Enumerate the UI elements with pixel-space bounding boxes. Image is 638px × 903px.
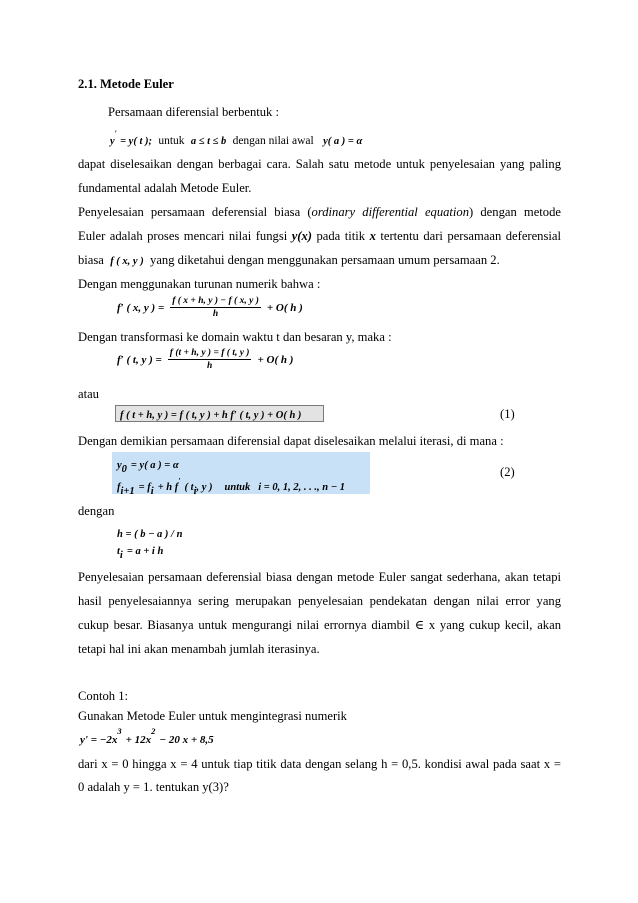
def-t: $t_i = a + i$ h <box>117 546 164 562</box>
section-title: Metode Euler <box>100 77 174 91</box>
eq-deriv-t-lhs: f′ ( t, y ) = <box>117 354 162 367</box>
para3-line3: cukup besar. Biasanya untuk mengurangi nilai errornya diambil ∈ x yang cukup kecil, akan <box>78 618 561 632</box>
eq-deriv-x-fraction <box>170 296 261 319</box>
eq-deriv-x-numerator: f ( x + h, y ) − f ( x, y ) <box>172 296 259 306</box>
ode-initial: y( a ) = α <box>323 136 363 147</box>
para3-line4: tetapi hal ini akan menambah jumlah iterasinya. <box>78 642 320 656</box>
equation-2-box <box>112 452 370 498</box>
eq-deriv-x-tail: + O( h ) <box>266 302 303 315</box>
example-line2: 0 adalah y = 1. tentukan y(3)? <box>78 780 229 794</box>
para2-yx: y(x) <box>291 229 312 243</box>
transform-text: Dengan transformasi ke domain waktu t dan besaran y, maka : <box>78 330 392 344</box>
para2-italic-term: ordinary differential equation <box>311 205 470 219</box>
equation-1: f ( t + h, y ) = f ( t, y ) + h f′ ( t, y ) + O( h ) <box>120 410 302 421</box>
para2-line3: biasa f ( x, y ) yang diketahui dengan menggunakan persamaan umum persamaan 2. <box>78 253 500 267</box>
equation-2-number: (2) <box>500 465 515 479</box>
eq-deriv-t-fraction <box>168 348 252 371</box>
equation-2-range: i = 0, 1, 2, . . ., n − 1 <box>258 482 345 493</box>
with-text: dengan <box>78 504 115 518</box>
para3-line1: Penyelesaian persamaan deferensial biasa dengan metode Euler sangat sederhana, akan tetapi <box>78 570 561 584</box>
para3-line2: hasil penyelesaiannya sering merupakan penyelesaian pendekatan dengan nilai error yang <box>78 594 561 608</box>
equation-1-number: (1) <box>500 407 515 421</box>
section-heading <box>78 75 561 93</box>
intro-text: Persamaan diferensial berbentuk : <box>108 105 279 119</box>
ode-line <box>110 128 593 151</box>
eq-deriv-x-denominator: h <box>212 309 219 319</box>
eq-deriv-t-numerator: f (t + h, y ) = f ( t, y ) <box>169 348 250 358</box>
para2-x: x <box>369 229 376 243</box>
para1-line2: fundamental adalah Metode Euler. <box>78 181 252 195</box>
example-equation: $y' = -2x^3 + 12x^2 - 20$ x + 8,5 <box>80 725 214 746</box>
example-line1: dari x = 0 hingga x = 4 untuk tiap titik data dengan selang h = 0,5. kondisi awal pada saat x = <box>78 757 561 771</box>
para1-line1: dapat diselesaikan dengan berbagai cara. Salah satu metode untuk penyelesaian yang paling <box>78 157 561 171</box>
eq-deriv-t <box>117 348 293 371</box>
equation-2-line2: $f_{i+1} = f_i + h$ f′ ( $t_i$, y ) untuk i = 0, 1, 2, . . ., n − 1 <box>117 476 345 498</box>
ode-lhs: y <box>110 136 115 147</box>
equation-2-for: untuk <box>224 482 251 493</box>
equation-1-box <box>115 405 324 422</box>
equation-2-line1: $y_0 = y$( a ) = α <box>117 460 179 476</box>
ode-initial-word: dengan nilai awal <box>232 135 314 147</box>
section-number: 2.1. <box>78 77 97 91</box>
eq-deriv-t-denominator: h <box>206 361 213 371</box>
para2-line4: Dengan menggunakan turunan numerik bahwa : <box>78 277 321 291</box>
para2-fxy: f ( x, y ) <box>110 256 144 267</box>
iteration-text: Dengan demikian persamaan diferensial dapat diselesaikan melalui iterasi, di mana : <box>78 434 504 448</box>
eq-deriv-x-lhs: f′ ( x, y ) = <box>117 302 165 315</box>
example-task: Gunakan Metode Euler untuk mengintegrasi numerik <box>78 709 347 723</box>
eq-deriv-t-tail: + O( h ) <box>257 354 294 367</box>
def-h: h = ( b − a ) / n <box>117 529 183 540</box>
example-title: Contoh 1: <box>78 689 129 703</box>
ode-rhs: = y( t ); <box>120 136 153 147</box>
para2-line1: Penyelesaian persamaan deferensial biasa (ordinary differential equation) dengan metode <box>78 205 561 219</box>
ode-for-word: untuk <box>158 135 185 147</box>
eq-deriv-x <box>117 296 303 319</box>
ode-prime: ′ <box>114 128 117 138</box>
para2-line2: Euler adalah proses mencari nilai fungsi y(x) pada titik x tertentu dari persamaan deferensial <box>78 229 561 243</box>
ode-interval: a ≤ t ≤ b <box>190 136 227 147</box>
or-text: atau <box>78 387 99 401</box>
